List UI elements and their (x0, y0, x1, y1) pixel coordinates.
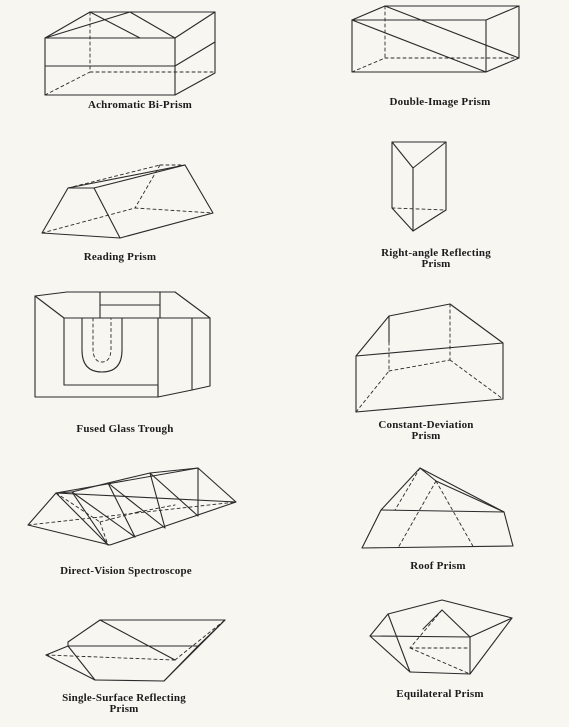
caption-roof-prism: Roof Prism (410, 560, 466, 572)
caption-right-angle-reflecting-prism-line1: Right-angle Reflecting (381, 247, 491, 259)
caption-constant-deviation-prism-line1: Constant-Deviation (378, 419, 474, 431)
caption-double-image-prism: Double-Image Prism (389, 96, 491, 108)
caption-direct-vision-spectroscope: Direct-Vision Spectroscope (60, 565, 192, 577)
caption-reading-prism: Reading Prism (83, 251, 157, 263)
caption-single-surface-reflecting-prism-line2: Prism (109, 703, 139, 715)
caption-equilateral-prism: Equilateral Prism (396, 688, 484, 700)
caption-fused-glass-trough: Fused Glass Trough (76, 423, 174, 435)
caption-single-surface-reflecting-prism-line1: Single-Surface Reflecting (62, 692, 186, 704)
caption-achromatic-bi-prism: Achromatic Bi-Prism (87, 99, 193, 111)
caption-constant-deviation-prism-line2: Prism (411, 430, 441, 442)
caption-right-angle-reflecting-prism-line2: Prism (421, 258, 451, 270)
